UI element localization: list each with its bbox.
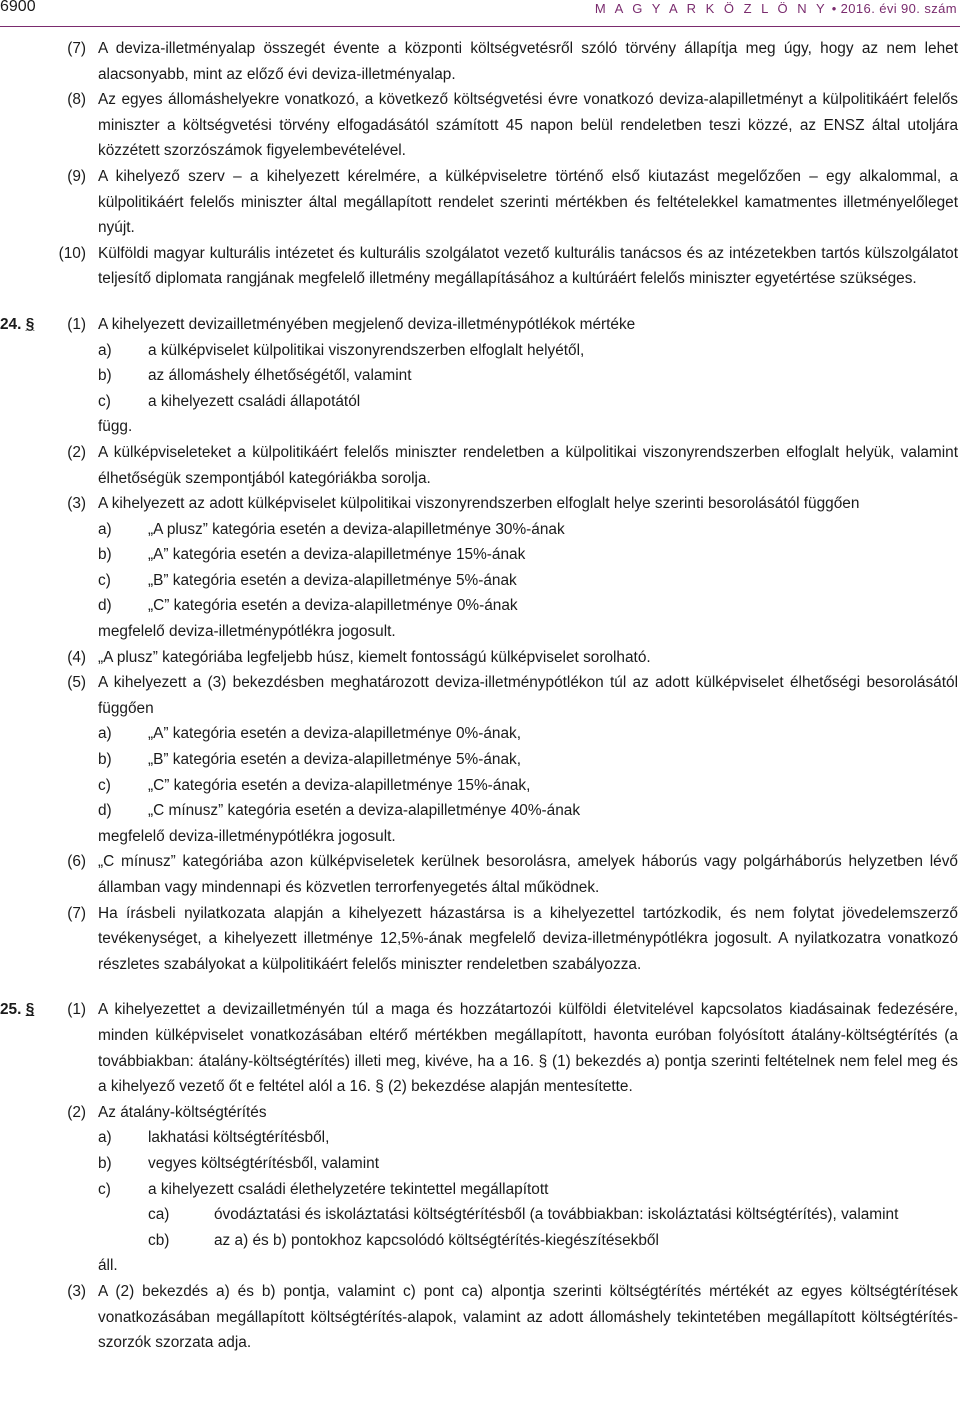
paragraph-8	[0, 87, 960, 164]
item-text: „B” kategória esetén a deviza-alapilletménye 5%-ának,	[148, 751, 521, 769]
paragraph-text: A külképviseleteket a külpolitikáért felelős miniszter rendeletben a külpolitikai viszonyrendszerben elfoglalt helyük, valamint élhetőségük szempontjából kategóriákba sorolja.	[98, 443, 958, 487]
section-symbol: §	[25, 1001, 35, 1019]
list-item	[0, 1151, 960, 1177]
list-item	[0, 389, 960, 415]
list-item	[0, 721, 960, 747]
s24-paragraph-7	[0, 901, 960, 978]
sub-list-item	[0, 1202, 960, 1228]
paragraph-7	[0, 36, 960, 87]
item-text: óvodáztatási és iskoláztatási költségtérítésből (a továbbiakban: iskoláztatási költségtérítés), valamint	[214, 1206, 899, 1224]
item-text: a külképviselet külpolitikai viszonyrendszerben elfoglalt helyétől,	[148, 341, 585, 359]
item-label: c)	[98, 776, 111, 794]
item-text: vegyes költségtérítésből, valamint	[148, 1154, 379, 1172]
paragraph-9	[0, 164, 960, 241]
item-label: c)	[98, 571, 111, 589]
document-body	[0, 36, 960, 1356]
section-number-text: 24.	[0, 315, 22, 333]
header-bullet: •	[831, 1, 837, 16]
s24-paragraph-4	[0, 645, 960, 671]
paragraph-tail: megfelelő deviza-illetménypótlékra jogosult.	[98, 623, 396, 641]
sub-list-item	[0, 1228, 960, 1254]
paragraph-tail: megfelelő deviza-illetménypótlékra jogosult.	[98, 827, 396, 845]
list-item	[0, 1125, 960, 1151]
list-item	[0, 773, 960, 799]
paragraph-text: A kihelyező szerv – a kihelyezett kérelmére, a külképviseletre történő első kiutazást megelőzően – egy alkalommal, a külpolitikáért felelős miniszter által megállapított rendelet szerinti mértékben és feltételekkel kamatmentes illetményelőleget nyújt.	[98, 167, 958, 237]
paragraph-text: A kihelyezett devizailletményében megjelenő deviza-illetménypótlékok mértéke	[98, 315, 636, 333]
paragraph-text: A kihelyezett az adott külképviselet külpolitikai viszonyrendszerben elfoglalt helye szerinti besorolásától függően	[98, 495, 860, 513]
item-text: „A” kategória esetén a deviza-alapilletménye 15%-ának	[148, 546, 526, 564]
page-number: 6900	[0, 0, 36, 15]
paragraph-text: Külföldi magyar kulturális intézetet és kulturális szolgálatot vezető kulturális tanácsos és az intézetekben tartós külszolgálatot teljesítő diplomata rangjának megfelelő illetmény megállapításához a kultúráért felelős miniszter egyetértése szükséges.	[98, 244, 958, 288]
item-label: b)	[98, 1154, 112, 1172]
paragraph-text: A kihelyezettet a devizailletményén túl a maga és hozzátartozói külföldi életvitelével kapcsolatos kiadásainak fedezésére, minden külképviselet vonatkozásában eltérő mértékben megállapított, havonta euróban folyósított átalány-költségtérítés (a továbbiakban: átalány-költségtérítés) illeti meg, kivéve, ha a 16. § (1) bekezdés a) pontja szerinti feltételnek nem felel meg és a kihelyező vezető őt e feltétel alól a 16. § (2) bekezdése alapján mentesítette.	[98, 1001, 958, 1096]
item-text: „A plusz” kategória esetén a deviza-alapilletménye 30%-ának	[148, 520, 565, 538]
item-label: a)	[98, 725, 112, 743]
item-label: ca)	[148, 1206, 170, 1224]
s24-paragraph-3	[0, 491, 960, 517]
paragraph-tail: áll.	[98, 1257, 118, 1275]
paragraph-number: (7)	[67, 904, 86, 922]
s25-paragraph-1	[0, 997, 960, 1099]
item-label: c)	[98, 1180, 111, 1198]
paragraph-number: (1)	[67, 315, 86, 333]
item-text: a kihelyezett családi állapotától	[148, 392, 361, 410]
issue-label: 2016. évi 90. szám	[840, 1, 957, 16]
item-text: az a) és b) pontokhoz kapcsolódó költségtérítés-kiegészítésekből	[214, 1231, 659, 1249]
item-label: d)	[98, 597, 112, 615]
paragraph-text: Az egyes állomáshelyekre vonatkozó, a következő költségvetési évre vonatkozó deviza-alapilletményt a külpolitikáért felelős miniszter a költségvetési törvény elfogadásától számított 45 napon belül rendeletben teszi közzé, az ENSZ által utoljára közzétett szorzószámok figyelembevételével.	[98, 91, 958, 160]
item-text: „C mínusz” kategória esetén a deviza-alapilletménye 40%-ának	[148, 802, 581, 820]
s25-paragraph-3	[0, 1279, 960, 1356]
paragraph-number: (3)	[67, 1282, 86, 1300]
section-symbol: §	[25, 315, 35, 333]
list-item	[0, 338, 960, 364]
list-item	[0, 747, 960, 773]
item-text: „C” kategória esetén a deviza-alapilletménye 0%-ának	[148, 597, 518, 615]
journal-title	[595, 1, 957, 16]
item-label: d)	[98, 802, 112, 820]
item-label: b)	[98, 546, 112, 564]
header-rule	[0, 26, 960, 27]
item-text: „A” kategória esetén a deviza-alapilletménye 0%-ának,	[148, 725, 521, 743]
item-text: „B” kategória esetén a deviza-alapilletménye 5%-ának	[148, 571, 517, 589]
paragraph-number: (1)	[67, 1001, 86, 1019]
paragraph-text: A deviza-illetményalap összegét évente a központi költségvetésről szóló törvény állapítja meg úgy, hogy az nem lehet alacsonyabb, mint az előző évi deviza-illetményalap.	[98, 40, 958, 83]
list-item	[0, 517, 960, 543]
paragraph-text: „A plusz” kategóriába legfeljebb húsz, kiemelt fontosságú külképviselet sorolható.	[98, 648, 651, 666]
item-label: c)	[98, 392, 111, 410]
item-text: a kihelyezett családi élethelyzetére tekintettel megállapított	[148, 1180, 549, 1198]
paragraph-tail: függ.	[98, 418, 133, 436]
section-25	[0, 997, 960, 1355]
item-label: a)	[98, 341, 112, 359]
list-item	[0, 593, 960, 619]
item-label: a)	[98, 520, 112, 538]
paragraph-number: (4)	[67, 648, 86, 666]
section-number-text: 25.	[0, 1001, 22, 1019]
paragraph-number: (8)	[67, 91, 86, 109]
list-item	[0, 542, 960, 568]
paragraph-text: Az átalány-költségtérítés	[98, 1103, 267, 1121]
s24-paragraph-5	[0, 670, 960, 721]
item-label: cb)	[148, 1231, 170, 1249]
item-label: b)	[98, 751, 112, 769]
item-text: az állomáshely élhetőségétől, valamint	[148, 367, 412, 385]
paragraph-text: „C mínusz” kategóriába azon külképviseletek kerülnek besorolásra, amelyek háborús vagy polgárháborús helyzetben lévő államban vagy mindennapi és közvetlen terrorfenyegetés által működnek.	[98, 853, 958, 896]
paragraph-text: Ha írásbeli nyilatkozata alapján a kihelyezett házastársa is a kihelyezettel tartózkodik, és nem folytat jövedelemszerző tevékenységet, a kihelyezett illetménye 12,5%-ának megfelelő deviza-illetménypótlékra jogosult. A nyilatkozatra vonatkozó részletes szabályokat a külpolitikáért felelős miniszter rendeletben szabályozza.	[98, 904, 958, 973]
paragraph-number: (10)	[58, 244, 86, 262]
paragraph-text: A (2) bekezdés a) és b) pontja, valamint c) pont ca) alpontja szerinti költségtérítés mértékét az egyes költségtérítések vonatkozásában megállapított költségtérítés-alapok, valamint az adott állomáshely tekintetében megállapított költségtérítés-szorzók szorzata adja.	[98, 1282, 958, 1352]
section-24	[0, 312, 960, 977]
paragraph-number: (7)	[67, 40, 86, 57]
continued-section	[0, 36, 960, 292]
list-item	[0, 363, 960, 389]
s24-paragraph-6	[0, 849, 960, 900]
paragraph-number: (2)	[67, 1103, 86, 1121]
s24-paragraph-1	[0, 312, 960, 338]
s24-paragraph-2	[0, 440, 960, 491]
paragraph-number: (9)	[67, 167, 86, 185]
list-item	[0, 798, 960, 824]
item-text: lakhatási költségtérítésből,	[148, 1129, 330, 1147]
item-text: „C” kategória esetén a deviza-alapilletménye 15%-ának,	[148, 776, 531, 794]
item-label: a)	[98, 1129, 112, 1147]
page-header	[0, 0, 960, 26]
journal-name: M A G Y A R K Ö Z L Ö N Y	[594, 1, 828, 16]
paragraph-text: A kihelyezett a (3) bekezdésben meghatározott deviza-illetménypótlékon túl az adott külképviselet élhetőségi besorolásától függően	[98, 674, 958, 717]
item-label: b)	[98, 367, 112, 385]
paragraph-number: (5)	[67, 674, 86, 692]
paragraph-10	[0, 241, 960, 292]
list-item	[0, 568, 960, 594]
s25-paragraph-2	[0, 1100, 960, 1126]
paragraph-number: (6)	[67, 853, 86, 871]
list-item	[0, 1177, 960, 1203]
paragraph-number: (2)	[67, 443, 86, 461]
paragraph-number: (3)	[67, 495, 86, 513]
